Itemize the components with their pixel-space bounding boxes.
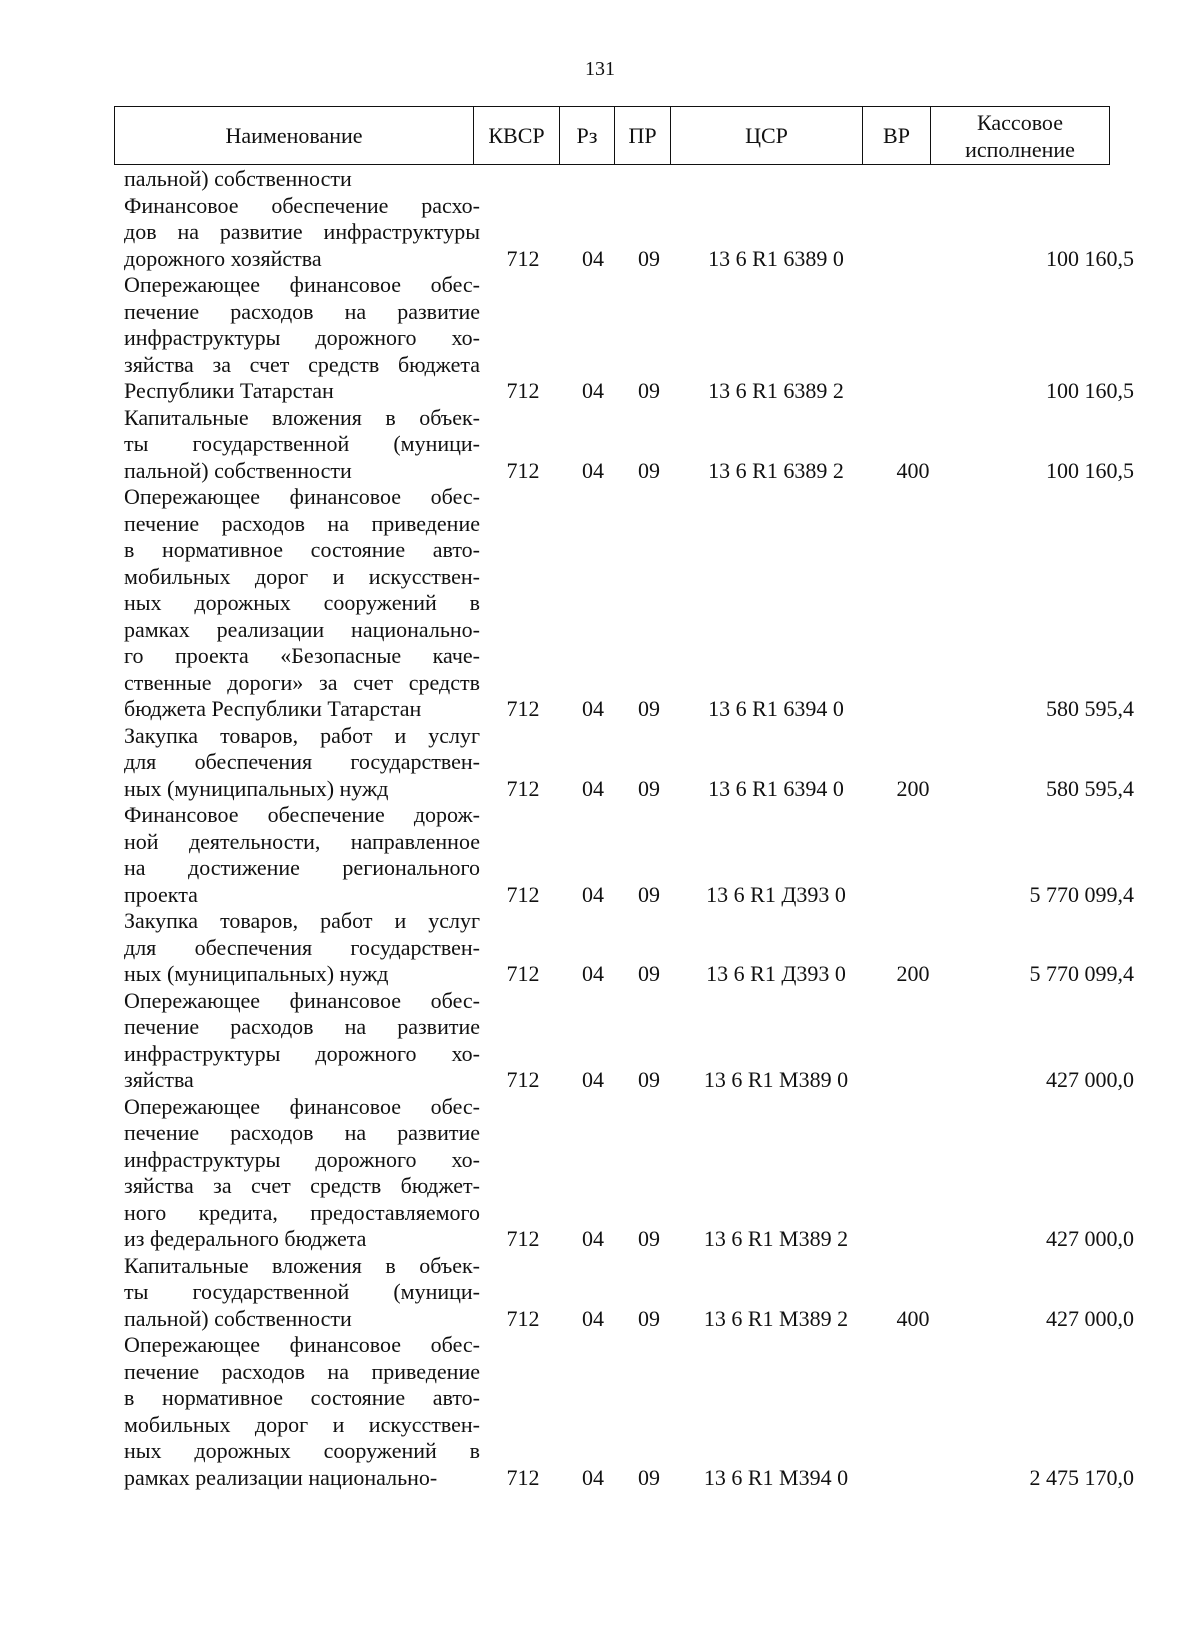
table-row [124,166,1134,193]
header-pr: ПР [615,107,671,165]
row-name-line: зяйства [124,1067,194,1092]
row-name-line: Капитальные вложения в объек- [124,1252,480,1278]
table-row [124,1094,1134,1253]
row-rz: 04 [582,775,604,801]
row-sum: 100 160,5 [1046,457,1134,483]
row-name-line: зяйства за счет средств бюджета [124,351,480,377]
row-name [124,988,480,1094]
row-kvsr: 712 [506,1067,540,1092]
row-vr: 200 [896,961,930,986]
row-kvsr: 712 [506,1305,540,1331]
row-name-line: мобильных дорог и искусствен- [124,563,480,589]
row-name [124,1253,480,1333]
row-pr: 09 [638,1226,660,1251]
row-name-line: ты государственной (муници- [124,1279,480,1304]
row-rz: 04 [582,1226,604,1251]
row-name-line: Закупка товаров, работ и услуг [124,722,480,748]
row-name-line: ственные дороги» за счет средств [124,669,480,695]
row-kvsr: 712 [506,1464,540,1490]
row-name-line: дов на развитие инфраструктуры [124,219,480,244]
row-name-line: печение расходов на развитие [124,1120,480,1145]
row-sum: 5 770 099,4 [1029,881,1134,907]
header-sum-line1: Кассовое [977,109,1063,135]
row-name-line: Капитальные вложения в объек- [124,404,480,430]
row-name [124,1094,480,1253]
row-name [124,723,480,803]
row-name-line: ных (муниципальных) нужд [124,775,389,801]
page-number: 131 [585,58,615,80]
row-kvsr: 712 [506,245,540,271]
row-name-line: Финансовое обеспечение дорож- [124,802,480,827]
row-name-line: на достижение регионального [124,855,480,880]
table-row [124,272,1134,405]
row-name [124,272,480,405]
row-name-line: инфраструктуры дорожного хо- [124,1146,480,1172]
row-name-line: Опережающее финансовое обес- [124,1332,480,1357]
row-kvsr: 712 [506,1226,540,1251]
row-name-line: ных дорожных сооружений в [124,590,480,615]
row-vr: 200 [896,775,930,801]
row-rz: 04 [582,696,604,721]
row-sum: 580 595,4 [1046,775,1134,801]
row-vr: 400 [896,1305,930,1331]
table-row [124,1253,1134,1333]
row-pr: 09 [638,961,660,986]
row-name-line: инфраструктуры дорожного хо- [124,325,480,350]
row-name-line: дорожного хозяйства [124,245,322,271]
row-rz: 04 [582,1067,604,1092]
row-pr: 09 [638,881,660,907]
header-csr: ЦСР [671,107,863,165]
header-vr: ВР [863,107,931,165]
row-name [124,193,480,273]
row-name-line: в нормативное состояние авто- [124,537,480,562]
row-name [124,908,480,988]
row-sum: 427 000,0 [1046,1226,1134,1251]
table-row [124,405,1134,485]
header-rz: Рз [560,107,615,165]
header-sum [931,107,1110,165]
header-kvsr: КВСР [474,107,560,165]
row-name-line: Финансовое обеспечение расхо- [124,192,480,218]
row-csr: 13 6 R1 М389 0 [703,1067,849,1092]
row-csr: 13 6 R1 6394 0 [708,696,844,721]
table-body [124,166,1134,1491]
table-row [124,723,1134,803]
row-name-line: мобильных дорог и искусствен- [124,1411,480,1437]
row-name-line: пальной) собственности [124,1305,352,1331]
row-csr: 13 6 R1 М394 0 [703,1464,849,1490]
row-sum: 100 160,5 [1046,378,1134,403]
row-name-line: рамках реализации национально- [124,616,480,642]
row-name-line: инфраструктуры дорожного хо- [124,1040,480,1066]
table-row [124,988,1134,1094]
row-kvsr: 712 [506,457,540,483]
row-kvsr: 712 [506,961,540,986]
row-name-line: ты государственной (муници- [124,431,480,456]
table-row [124,484,1134,723]
row-name-line: пальной) собственности [124,457,352,483]
table-row [124,193,1134,273]
row-kvsr: 712 [506,378,540,403]
row-name [124,166,480,193]
row-rz: 04 [582,1464,604,1490]
row-sum: 5 770 099,4 [1029,961,1134,986]
row-pr: 09 [638,1067,660,1092]
row-csr: 13 6 R1 6389 2 [708,457,844,483]
row-pr: 09 [638,696,660,721]
row-sum: 427 000,0 [1046,1067,1134,1092]
row-csr: 13 6 R1 6394 0 [708,775,844,801]
row-rz: 04 [582,1305,604,1331]
row-name-line: ного кредита, предоставляемого [124,1199,480,1225]
row-name-line: ной деятельности, направленное [124,828,480,854]
row-csr: 13 6 R1 Д393 0 [706,961,846,986]
row-name-line: рамках реализации национально- [124,1464,438,1490]
row-name-line: Республики Татарстан [124,378,334,403]
row-name [124,802,480,908]
row-csr: 13 6 R1 Д393 0 [706,881,846,907]
row-sum: 580 595,4 [1046,696,1134,721]
row-rz: 04 [582,457,604,483]
row-rz: 04 [582,245,604,271]
row-name-line: го проекта «Безопасные каче- [124,643,480,668]
table-row [124,1332,1134,1491]
row-name-line: Закупка товаров, работ и услуг [124,908,480,933]
row-name-line: для обеспечения государствен- [124,934,480,960]
row-name-line: в нормативное состояние авто- [124,1385,480,1410]
row-name-line: из федерального бюджета [124,1226,367,1251]
row-name-line: пальной) собственности [124,166,352,191]
row-pr: 09 [638,775,660,801]
row-name-line: для обеспечения государствен- [124,749,480,774]
row-name [124,405,480,485]
row-name-line: бюджета Республики Татарстан [124,696,422,721]
row-csr: 13 6 R1 М389 2 [703,1305,849,1331]
row-pr: 09 [638,1464,660,1490]
row-vr: 400 [896,457,930,483]
row-name-line: печение расходов на развитие [124,298,480,324]
row-sum: 100 160,5 [1046,245,1134,271]
row-pr: 09 [638,245,660,271]
table-row [124,908,1134,988]
row-name-line: Опережающее финансовое обес- [124,484,480,509]
row-name [124,1332,480,1491]
row-pr: 09 [638,378,660,403]
row-pr: 09 [638,457,660,483]
row-name-line: проекта [124,881,198,907]
row-csr: 13 6 R1 6389 2 [708,378,844,403]
row-name-line: печение расходов на приведение [124,510,480,536]
row-csr: 13 6 R1 6389 0 [708,245,844,271]
row-kvsr: 712 [506,775,540,801]
row-kvsr: 712 [506,696,540,721]
row-rz: 04 [582,961,604,986]
table-row [124,802,1134,908]
row-csr: 13 6 R1 М389 2 [703,1226,849,1251]
row-rz: 04 [582,881,604,907]
header-sum-line2: исполнение [965,136,1075,162]
row-name [124,484,480,723]
row-name-line: печение расходов на развитие [124,1014,480,1039]
row-sum: 427 000,0 [1046,1305,1134,1331]
row-kvsr: 712 [506,881,540,907]
row-rz: 04 [582,378,604,403]
row-pr: 09 [638,1305,660,1331]
row-name-line: Опережающее финансовое обес- [124,272,480,297]
row-name-line: зяйства за счет средств бюджет- [124,1173,480,1198]
row-name-line: ных дорожных сооружений в [124,1438,480,1463]
table-header [114,106,1110,165]
header-name: Наименование [115,107,474,165]
row-name-line: Опережающее финансовое обес- [124,1093,480,1119]
row-sum: 2 475 170,0 [1029,1464,1134,1490]
row-name-line: печение расходов на приведение [124,1358,480,1384]
row-name-line: ных (муниципальных) нужд [124,961,389,986]
row-name-line: Опережающее финансовое обес- [124,987,480,1013]
